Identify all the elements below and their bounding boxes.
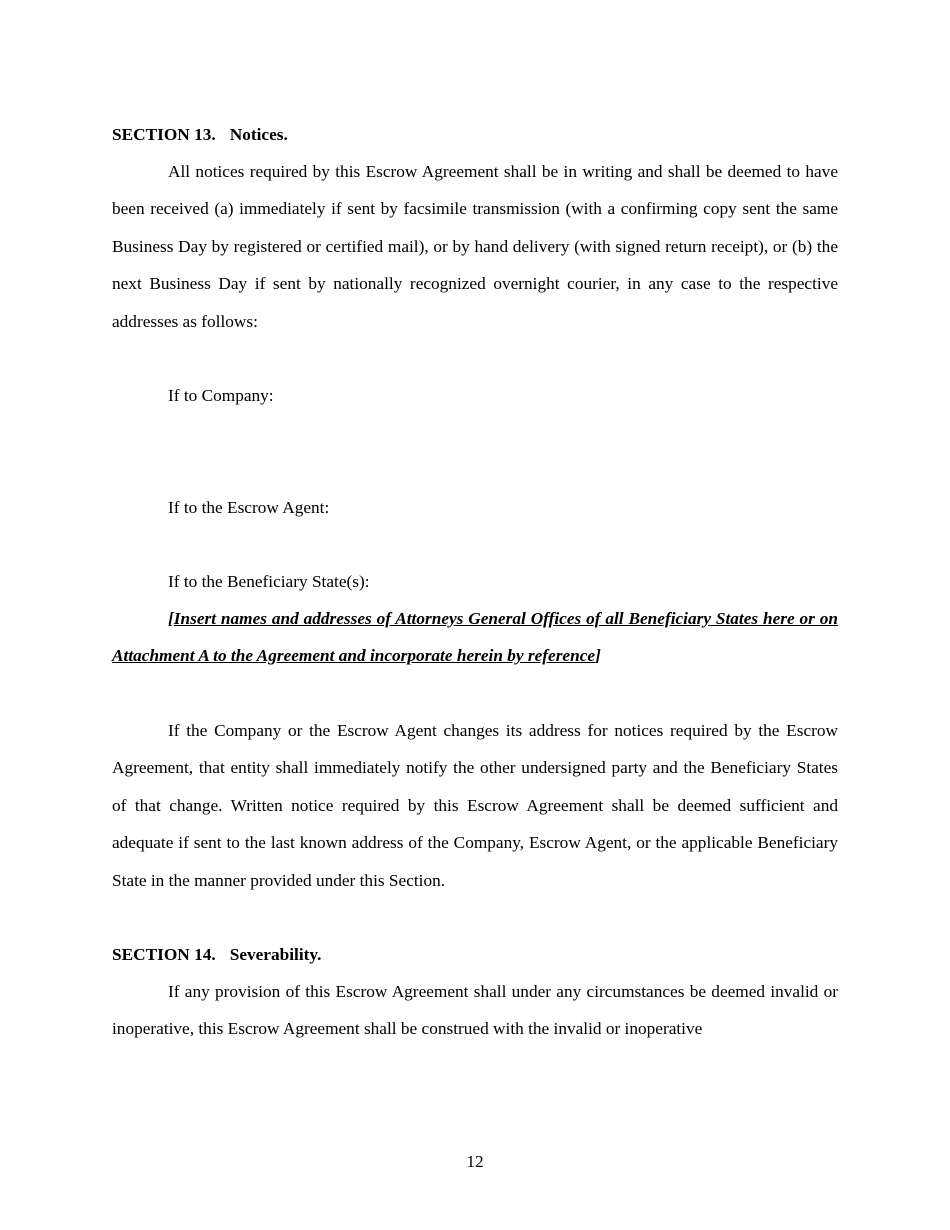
- section-14-paragraph-1: If any provision of this Escrow Agreement shall under any circumstances be deemed invalid or inoperative, this Escrow Agreement shall be construed with the invalid or inoperative: [112, 982, 838, 1039]
- section-13-title: Notices.: [229, 125, 288, 144]
- section-13-paragraph-1: All notices required by this Escrow Agreement shall be in writing and shall be deemed to have been received (a) immediately if sent by facsimile transmission (with a confirming copy sent the same Business Day by registered or certified mail), or by hand delivery (with signed return receipt), or (b) the next Business Day if sent by nationally recognized overnight courier, in any case to the respective addresses as follows:: [112, 162, 838, 331]
- page-number: 12: [466, 1152, 484, 1171]
- if-to-beneficiary-label: If to the Beneficiary State(s):: [168, 572, 370, 591]
- insert-open-bracket: [: [168, 609, 174, 628]
- section-14-title: Severability.: [229, 945, 322, 964]
- insert-instruction-text: Insert names and addresses of Attorneys General Offices of all Beneficiary States here or on Attachment A to the Agreement and incorporate herein by reference: [112, 609, 838, 666]
- section-14-heading: [112, 944, 838, 966]
- section-13-paragraph-2: If the Company or the Escrow Agent changes its address for notices required by the Escrow Agreement, that entity shall immediately notify the other undersigned party and the Beneficiary States of that change. Written notice required by this Escrow Agreement shall be deemed sufficient and adequate if sent to the last known address of the Company, Escrow Agent, or the applicable Beneficiary State in the manner provided under this Section.: [112, 721, 838, 890]
- if-to-company-label: If to Company:: [168, 386, 274, 405]
- if-to-escrow-agent-label: If to the Escrow Agent:: [168, 498, 330, 517]
- insert-close-bracket: ]: [595, 646, 601, 666]
- section-13-number: SECTION 13.: [112, 125, 216, 144]
- section-13-heading: [112, 124, 838, 146]
- section-14-number: SECTION 14.: [112, 945, 216, 964]
- insert-addresses-instruction: [112, 600, 838, 675]
